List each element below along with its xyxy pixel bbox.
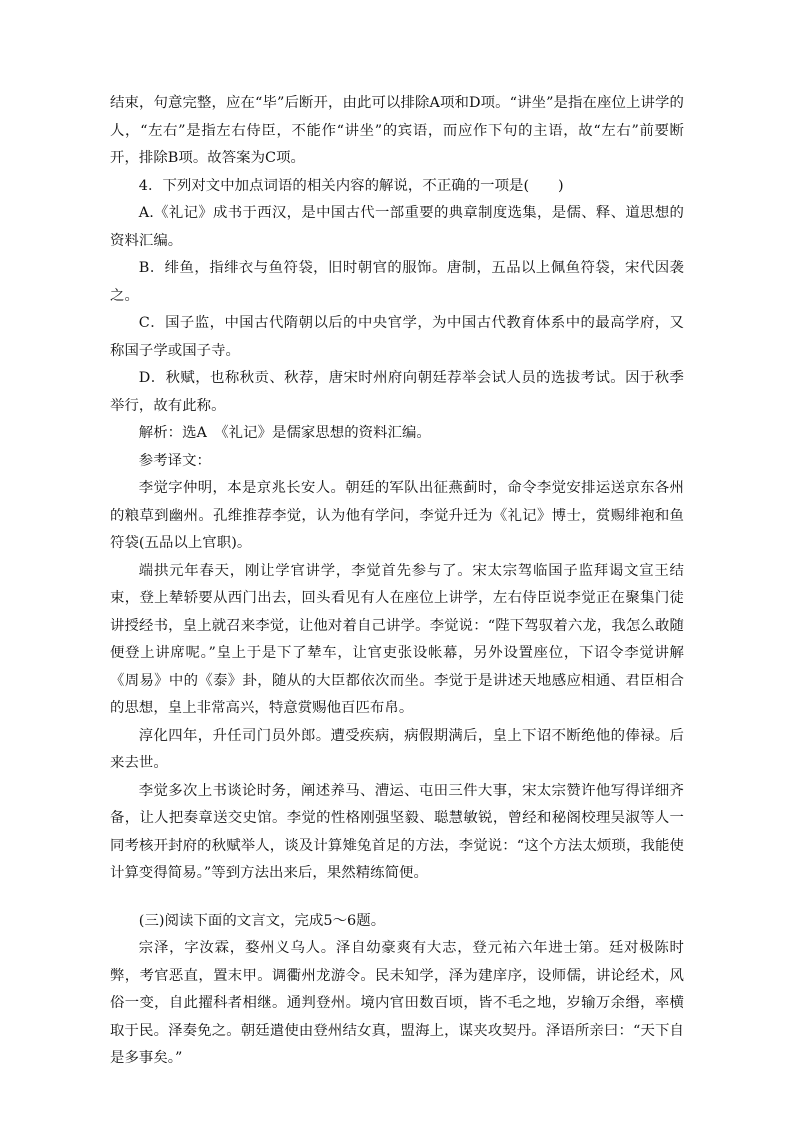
- option-b: B．绯鱼，指绯衣与鱼符袋，旧时朝官的服饰。唐制，五品以上佩鱼符袋，宋代因袭之。: [110, 260, 684, 304]
- translation-paragraph-3: 淳化四年，升任司门员外郎。遭受疾病，病假期满后，皇上下诏不断绝他的俸禄。后来去世。: [110, 727, 684, 771]
- document-body: [110, 90, 684, 1073]
- reference-translation-title: 参考译文：: [138, 452, 212, 469]
- translation-paragraph-4: 李觉多次上书谈论时务，阐述养马、漕运、屯田三件大事，宋太宗赞许他写得详细齐备，让人把奏章送交史馆。李觉的性格刚强坚毅、聪慧敏锐，曾经和秘阁校理吴淑等人一同考核开封府的秋赋举人，谈及计算雉兔首足的方法，李觉说：“这个方法太烦琐，我能使计算变得简易。”等到方法出来后，果然精练简便。: [110, 782, 684, 881]
- question-4: 4．下列对文中加点词语的相关内容的解说，不正确的一项是( ): [138, 177, 564, 194]
- option-a: A.《礼记》成书于西汉，是中国古代一部重要的典章制度选集，是儒、释、道思想的资料汇编。: [110, 205, 684, 249]
- translation-paragraph-2: 端拱元年春天，刚让学官讲学，李觉首先参与了。宋太宗驾临国子监拜谒文宣王结束，登上辇轿要从西门出去，回头看见有人在座位上讲学，左右侍臣说李觉正在聚集门徒讲授经书，皇上就召来李觉，让他对着自己讲学。李觉说：“陛下驾驭着六龙，我怎么敢随便登上讲席呢。”皇上于是下了辇车，让官吏张设帐幕，另外设置座位，下诏令李觉讲解《周易》中的《泰》卦，随从的大臣都依次而坐。李觉于是讲述天地感应相通、君臣相合的思想，皇上非常高兴，特意赏赐他百匹布帛。: [110, 562, 684, 716]
- analysis-paragraph: 解析：选A 《礼记》是儒家思想的资料汇编。: [138, 425, 431, 441]
- section-spacer: [110, 888, 684, 908]
- answer-continuation-paragraph: 结束，句意完整，应在“毕”后断开，由此可以排除A项和D项。“讲坐”是指在座位上讲学的人，“左右”是指左右侍臣，不能作“讲坐”的宾语，而应作下句的主语，故“左右”前要断开，排除B项。故答案为C项。: [110, 95, 684, 166]
- option-d: D．秋赋，也称秋贡、秋荐，唐宋时州府向朝廷荐举会试人员的选拔考试。因于秋季举行，故有此称。: [110, 370, 684, 414]
- section-3-title: (三)阅读下面的文言文，完成5～6题。: [138, 912, 386, 929]
- translation-paragraph-1: 李觉字仲明，本是京兆长安人。朝廷的军队出征燕蓟时，命令李觉安排运送京东各州的粮草到幽州。孔维推荐李觉，认为他有学问，李觉升迁为《礼记》博士，赏赐绯袍和鱼符袋(五品以上官职)。: [110, 480, 684, 551]
- section-3-passage: 宗泽，字汝霖，婺州义乌人。泽自幼豪爽有大志，登元祐六年进士第。廷对极陈时弊，考官恶直，置末甲。调衢州龙游令。民未知学，泽为建庠序，设师儒，讲论经术，风俗一变，自此擢科者相继。通判登州。境内官田数百顷，皆不毛之地，岁输万余缗，率横取于民。泽奏免之。朝廷遣使由登州结女真，盟海上，谋夹攻契丹。泽语所亲曰：“天下自是多事矣。”: [110, 940, 684, 1066]
- option-c: C．国子监，中国古代隋朝以后的中央官学，为中国古代教育体系中的最高学府，又称国子学或国子寺。: [110, 315, 684, 359]
